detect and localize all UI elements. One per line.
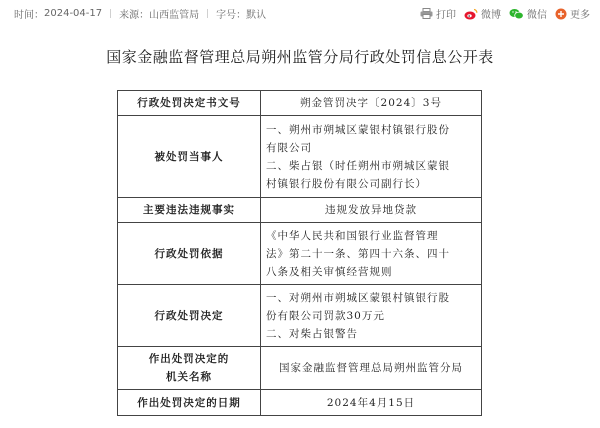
table-row bbox=[118, 285, 482, 347]
share-tools bbox=[412, 6, 590, 21]
value-line: 一、对朔州市朔城区蒙银村镇银行股 bbox=[266, 291, 450, 304]
row-value bbox=[261, 198, 482, 223]
source-name: 山西监管局 bbox=[149, 9, 200, 21]
value-line: 二、对柴占银警告 bbox=[266, 327, 358, 340]
more-label: 更多 bbox=[570, 10, 590, 21]
table-row bbox=[118, 116, 482, 198]
print-label: 打印 bbox=[436, 10, 456, 21]
row-value bbox=[261, 285, 482, 347]
value-line: 一、朔州市朔城区蒙银村镇银行股份 bbox=[266, 123, 450, 136]
value-line: 有限公司 bbox=[266, 141, 312, 154]
row-value bbox=[261, 91, 482, 116]
more-plus-icon bbox=[555, 8, 567, 20]
row-label: 作出处罚决定的日期 bbox=[118, 390, 261, 416]
value-line: 国家金融监督管理总局朔州监管分局 bbox=[279, 362, 463, 374]
wechat-label: 微信 bbox=[527, 10, 547, 21]
value-line: 份有限公司罚款30万元 bbox=[266, 309, 385, 322]
weibo-share-button[interactable] bbox=[464, 6, 501, 21]
date-label: 时间： bbox=[14, 9, 44, 21]
row-value bbox=[261, 116, 482, 198]
row-label: 主要违法违规事实 bbox=[118, 198, 261, 223]
penalty-info-table bbox=[117, 90, 482, 416]
value-line: 法》第二十一条、第四十六条、四十 bbox=[266, 247, 450, 260]
row-value bbox=[261, 390, 482, 416]
meta-divider bbox=[110, 9, 111, 18]
source-label: 来源： bbox=[119, 9, 150, 21]
label-line: 作出处罚决定的 bbox=[148, 353, 230, 365]
row-value bbox=[261, 347, 482, 390]
article-meta-bar bbox=[0, 0, 600, 26]
page-title: 国家金融监督管理总局朔州监管分局行政处罚信息公开表 bbox=[106, 48, 494, 66]
row-label bbox=[118, 347, 261, 390]
value-line: 《中华人民共和国银行业监督管理 bbox=[266, 229, 439, 242]
weibo-label: 微博 bbox=[481, 10, 501, 21]
row-value bbox=[261, 223, 482, 285]
weibo-icon bbox=[464, 8, 478, 20]
more-share-button[interactable] bbox=[555, 6, 590, 21]
value-line: 二、柴占银（时任朔州市朔城区蒙银 bbox=[266, 159, 450, 172]
table-row bbox=[118, 223, 482, 285]
row-label: 行政处罚决定 bbox=[118, 285, 261, 347]
value-line: 朔金管罚决字〔2024〕3号 bbox=[300, 97, 442, 109]
meta-divider bbox=[207, 9, 208, 18]
value-line: 八条及相关审慎经营规则 bbox=[266, 265, 393, 278]
row-label: 行政处罚决定书文号 bbox=[118, 91, 261, 116]
value-line: 2024年4月15日 bbox=[326, 396, 416, 409]
printer-icon bbox=[420, 8, 433, 19]
print-button[interactable] bbox=[420, 6, 456, 21]
value-line: 违规发放异地贷款 bbox=[325, 204, 417, 216]
wechat-share-button[interactable] bbox=[509, 6, 547, 21]
row-label: 被处罚当事人 bbox=[118, 116, 261, 198]
wechat-icon bbox=[509, 8, 524, 20]
value-line: 村镇银行股份有限公司副行长） bbox=[266, 177, 427, 190]
article-meta bbox=[14, 6, 266, 21]
row-label: 行政处罚依据 bbox=[118, 223, 261, 285]
author-name: 默认 bbox=[246, 9, 267, 21]
author-label: 字号： bbox=[216, 9, 247, 21]
publish-date: 2024-04-17 bbox=[44, 7, 103, 19]
table-row bbox=[118, 390, 482, 416]
table-row bbox=[118, 198, 482, 223]
table-row bbox=[118, 91, 482, 116]
label-line: 机关名称 bbox=[166, 371, 212, 383]
table-row bbox=[118, 347, 482, 390]
